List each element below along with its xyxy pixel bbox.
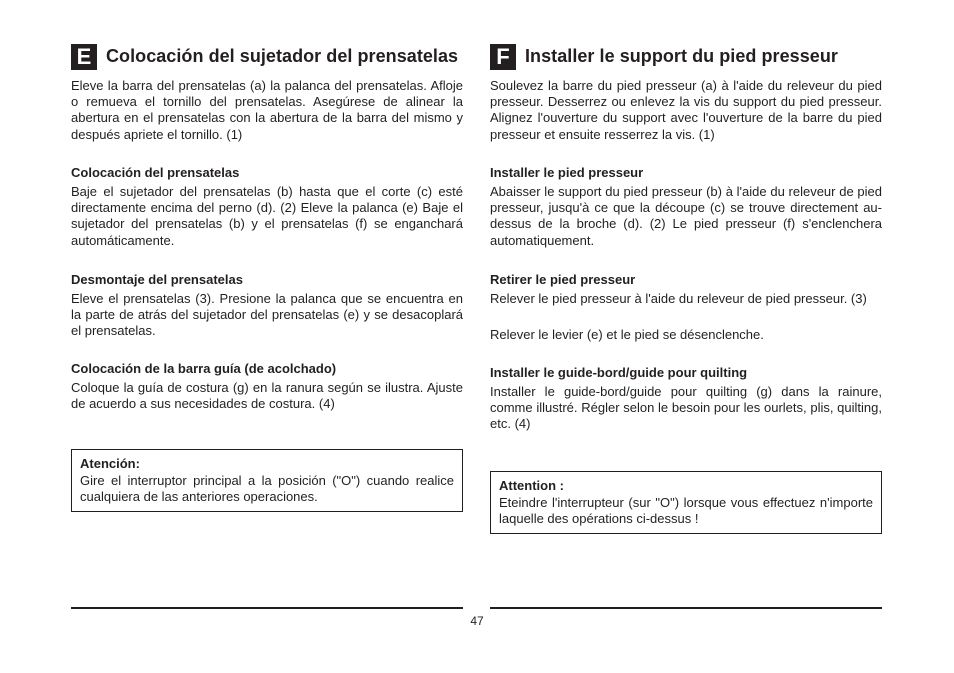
section-title: Colocación del sujetador del prensatelas [106, 46, 459, 66]
quilting-guide-paragraph: Coloque la guía de costura (g) en la ranura según se ilustra. Ajuste de acuerdo a sus necesidades de costura. (4) [71, 380, 463, 412]
page-number: 47 [470, 614, 484, 628]
footer-rule [71, 607, 463, 609]
quilting-guide-paragraph: Installer le guide-bord/guide pour quilting (g) dans la rainure, comme illustré. Régler selon le besoin pour les ourlets, plis, quilting, etc. (4) [490, 384, 882, 432]
attention-title: Attention : [499, 478, 564, 493]
remove-foot-paragraph: Relever le pied presseur à l'aide du releveur de pied presseur. (3) [490, 291, 867, 306]
subheading-remove-foot: Desmontaje del prensatelas [71, 272, 243, 287]
section-title: Installer le support du pied presseur [525, 46, 838, 66]
attach-foot-paragraph: Abaisser le support du pied presseur (b) à l'aide du releveur de pied presseur, jusqu'à ce que la découpe (c) se trouve directement au-dessus de la broche (d). (2) Le pied presseur (f) s'enclenchera automatiquement. [490, 184, 882, 248]
intro-paragraph: Eleve la barra del prensatelas (a) la palanca del prensatelas. Afloje o remueva el tornillo del prensatelas. Asegúrese de alinear la abertura en el prensatelas con la abertura de la barra del mismo y después apriete el tornillo. (1) [71, 78, 463, 142]
remove-foot-paragraph: Eleve el prensatelas (3). Presione la palanca que se encuentra en la parte de atrás del sujetador del prensatelas (e) y se desacoplará el prensatelas. [71, 291, 463, 339]
section-heading-e [71, 42, 491, 70]
section-letter-badge: E [71, 44, 97, 70]
subheading-quilting-guide: Colocación de la barra guía (de acolchado) [71, 361, 337, 376]
section-heading-f [490, 42, 910, 70]
footer-rule [490, 607, 882, 609]
section-letter-badge: F [490, 44, 516, 70]
remove-foot-paragraph-2: Relever le levier (e) et le pied se désenclenche. [490, 327, 764, 342]
attention-text: Eteindre l'interrupteur (sur "O") lorsque vous effectuez n'importe laquelle des opérations ci-dessus ! [499, 495, 873, 527]
subheading-quilting-guide: Installer le guide-bord/guide pour quilting [490, 365, 748, 380]
attach-foot-paragraph: Baje el sujetador del prensatelas (b) hasta que el corte (c) esté directamente encima del perno (d). (2) Eleve la palanca (e) Baje el sujetador del prensatelas (b) y el prensatelas (f) se enganchará automáticamente. [71, 184, 463, 248]
attention-box [71, 449, 463, 512]
subheading-attach-foot: Installer le pied presseur [490, 165, 644, 180]
attention-box [490, 471, 882, 534]
subheading-remove-foot: Retirer le pied presseur [490, 272, 636, 287]
subheading-attach-foot: Colocación del prensatelas [71, 165, 240, 180]
intro-paragraph: Soulevez la barre du pied presseur (a) à l'aide du releveur du pied presseur. Desserrez ou enlevez la vis du support du pied presseur. Alignez l'ouverture du support avec l'ouverture de la barre du pied presseur et ensuite resserrez la vis. (1) [490, 78, 882, 142]
attention-title: Atención: [80, 456, 140, 471]
attention-text: Gire el interruptor principal a la posición ("O") cuando realice cualquiera de las anteriores operaciones. [80, 473, 454, 505]
